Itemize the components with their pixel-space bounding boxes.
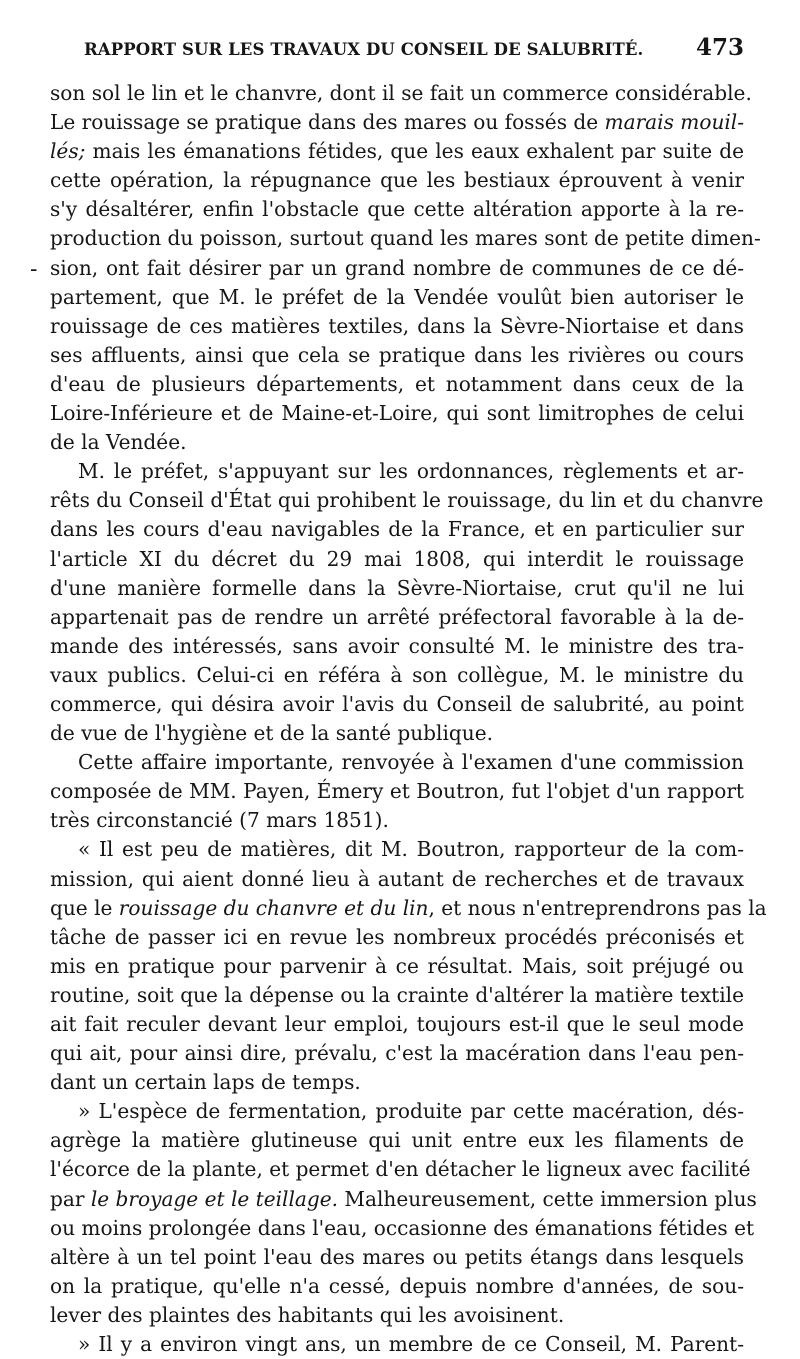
text-line — [50, 719, 744, 748]
text-line — [50, 1126, 744, 1155]
text-line — [50, 806, 744, 835]
text-run: Cette affaire importante, renvoyée à l'examen d'une commission — [78, 750, 744, 775]
text-line — [50, 515, 744, 544]
margin-mark: - — [30, 257, 38, 282]
text-run: de vue de l'hygiène et de la santé publique. — [50, 721, 493, 746]
text-run: production du poisson, surtout quand les mares sont de petite dimen- — [50, 226, 761, 251]
text-run: lever des plaintes des habitants qui les avoisinent. — [50, 1302, 565, 1327]
text-line — [50, 661, 744, 690]
text-run: » L'espèce de fermentation, produite par cette macération, dés- — [78, 1099, 744, 1124]
text-line — [50, 1185, 757, 1214]
text-line — [50, 370, 744, 399]
page-header — [84, 34, 744, 68]
text-run: l'écorce de la plante, et permet d'en détacher le ligneux avec facilité — [50, 1157, 751, 1182]
text-line — [50, 835, 744, 864]
text-run: , et nous n'entreprendrons pas la — [428, 895, 767, 920]
text-line — [50, 777, 744, 806]
text-line — [50, 748, 744, 777]
text-line — [50, 457, 744, 486]
text-run: qui ait, pour ainsi dire, prévalu, c'est la macération dans l'eau pen- — [50, 1041, 744, 1066]
text-run: l'article XI du décret du 29 mai 1808, qui interdit le rouissage — [50, 546, 744, 571]
text-run: mission, qui aient donné lieu à autant de recherches et de travaux — [50, 866, 744, 891]
text-line — [50, 1301, 744, 1330]
text-run: altère à un tel point l'eau des mares ou petits étangs dans lesquels — [50, 1244, 744, 1269]
page-number: 473 — [695, 34, 744, 61]
text-line — [50, 574, 744, 603]
text-line — [50, 923, 744, 952]
text-run: rêts du Conseil d'État qui prohibent le rouissage, du lin et du chanvre — [50, 488, 764, 513]
text-line — [50, 981, 744, 1010]
text-run: M. le préfet, s'appuyant sur les ordonnances, règlements et ar- — [78, 459, 744, 484]
text-run: ait fait reculer devant leur emploi, toujours est-il que le seul mode — [50, 1012, 744, 1036]
text-line — [50, 1330, 744, 1359]
text-run: partement, que M. le préfet de la Vendée voulût bien autoriser le — [50, 284, 744, 309]
text-run: sion, ont fait désirer par un grand nombre de communes de ce dé- — [50, 255, 744, 280]
text-run: s'y désaltérer, enfin l'obstacle que cette altération apporte à la re- — [50, 197, 744, 222]
text-run: ou moins prolongée dans l'eau, occasionne des émanations fétides et — [50, 1215, 755, 1240]
text-line — [50, 399, 744, 428]
text-line — [50, 1272, 744, 1301]
text-line — [50, 108, 744, 137]
text-line — [50, 283, 744, 312]
text-run: rouissage de ces matières textiles, dans la Sèvre-Niortaise et dans — [50, 313, 744, 338]
text-run: routine, soit que la dépense ou la crainte d'altérer la matière textile — [50, 982, 744, 1007]
text-line — [50, 1010, 744, 1039]
text-run: Loire-Inférieure et de Maine-et-Loire, qui sont limitrophes de celui — [50, 401, 744, 426]
text-line — [50, 1214, 755, 1243]
text-run: commerce, qui désira avoir l'avis du Conseil de salubrité, au point — [50, 691, 744, 716]
italic-text: le broyage et le teillage. — [90, 1186, 339, 1211]
text-line — [50, 312, 744, 341]
text-line — [50, 952, 744, 981]
text-line — [50, 545, 744, 574]
text-line — [50, 690, 744, 719]
body-text — [50, 79, 767, 1359]
text-line — [50, 79, 752, 108]
text-run: appartenait pas de rendre un arrêté préfectoral favorable à la de- — [50, 604, 744, 629]
text-run: de la Vendée. — [50, 430, 187, 455]
text-run: « Il est peu de matières, dit M. Boutron, rapporteur de la com- — [78, 837, 744, 862]
italic-text: lés; — [50, 139, 86, 164]
text-line — [50, 1097, 744, 1126]
text-run: » Il y a environ vingt ans, un membre de ce Conseil, M. Parent- — [78, 1332, 744, 1357]
text-run: mais les émanations fétides, que les eaux exhalent par suite de — [85, 139, 744, 164]
text-run: dant un certain laps de temps. — [50, 1070, 361, 1095]
text-run: tâche de passer ici en revue les nombreux procédés préconisés et — [50, 924, 744, 949]
text-line — [50, 224, 761, 253]
text-run: ses affluents, ainsi que cela se pratique dans les rivières ou cours — [50, 342, 744, 367]
text-run: mis en pratique pour parvenir à ce résultat. Mais, soit préjugé ou — [50, 953, 744, 978]
text-run: agrège la matière glutineuse qui unit entre eux les filaments de — [50, 1128, 744, 1153]
text-run: Malheureusement, cette immersion plus — [338, 1186, 757, 1211]
text-line — [50, 1243, 744, 1272]
text-run: d'une manière formelle dans la Sèvre-Niortaise, crut qu'il ne lui — [50, 575, 744, 600]
italic-text: marais mouil- — [604, 110, 745, 135]
text-line — [50, 254, 744, 283]
text-line — [50, 486, 764, 515]
text-line — [50, 341, 744, 370]
text-line — [50, 1155, 751, 1184]
text-run: composée de MM. Payen, Émery et Boutron, fut l'objet d'un rapport — [50, 779, 744, 804]
running-title: RAPPORT SUR LES TRAVAUX DU CONSEIL DE SALUBRITÉ. — [84, 40, 644, 59]
text-run: dans les cours d'eau navigables de la France, et en particulier sur — [50, 517, 744, 542]
text-line — [50, 195, 744, 224]
text-line — [50, 428, 744, 457]
text-run: son sol le lin et le chanvre, dont il se fait un commerce considérable. — [50, 81, 752, 105]
text-run: vaux publics. Celui-ci en référa à son collègue, M. le ministre du — [50, 662, 744, 687]
text-run: par — [50, 1186, 91, 1211]
text-line — [50, 137, 744, 166]
text-run: cette opération, la répugnance que les bestiaux éprouvent à venir — [50, 168, 744, 193]
text-line — [50, 166, 744, 195]
text-line — [50, 1068, 744, 1097]
text-run: d'eau de plusieurs départements, et notamment dans ceux de la — [50, 371, 744, 396]
text-line — [50, 603, 744, 632]
text-run: on la pratique, qu'elle n'a cessé, depuis nombre d'années, de sou- — [50, 1273, 744, 1298]
text-run: Le rouissage se pratique dans des mares ou fossés de — [50, 110, 605, 135]
italic-text: rouissage du chanvre et du lin — [118, 895, 429, 920]
text-line — [50, 894, 767, 923]
text-line — [50, 1039, 744, 1068]
text-run: que le — [50, 895, 119, 920]
text-run: mande des intéressés, sans avoir consulté M. le ministre des tra- — [50, 633, 744, 658]
text-line — [50, 632, 744, 661]
text-line — [50, 865, 744, 894]
text-run: très circonstancié (7 mars 1851). — [50, 808, 389, 833]
